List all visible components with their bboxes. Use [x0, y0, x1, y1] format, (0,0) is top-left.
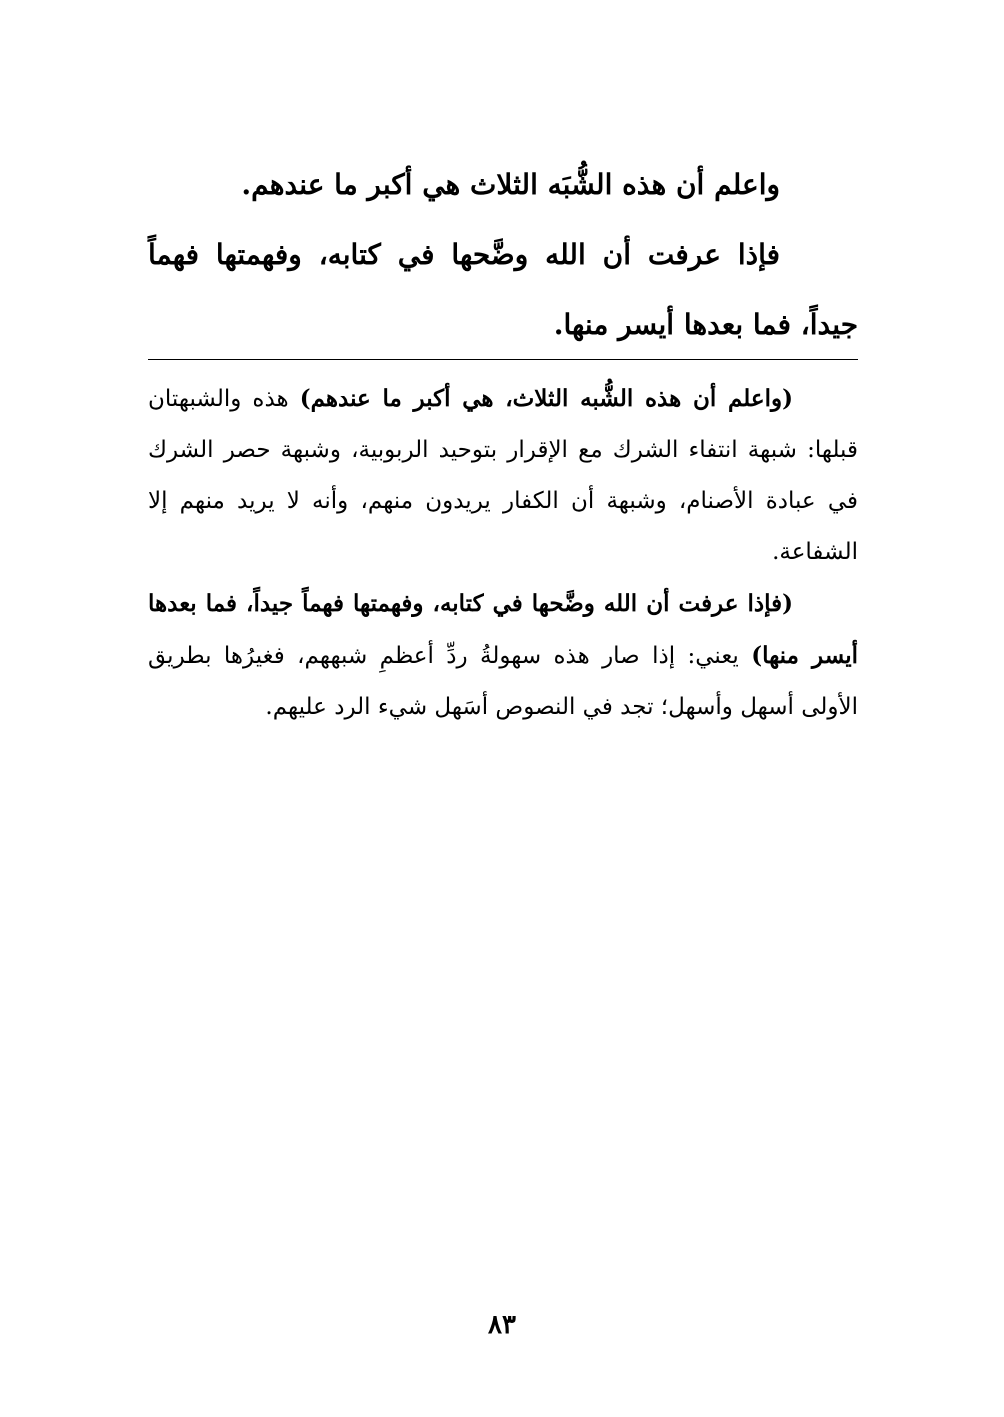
commentary-body-2: يعني: إذا صار هذه سهولةُ ردِّ أعظمِ شبههم، فغيرُها بطريق الأولى أسهل وأسهل؛ تجد في النصوص أسَهل شيء الرد عليهم.	[148, 643, 858, 720]
commentary-paragraph-1	[148, 373, 858, 578]
page-number: ٨٣	[488, 1310, 516, 1340]
commentary-paragraph-1-text	[148, 373, 858, 578]
commentary-paragraph-2-text	[148, 578, 858, 733]
main-text-paragraph-2	[148, 220, 858, 360]
commentary-paragraph-2	[148, 578, 858, 733]
commentary-quote-2: (فإذا عرفت أن الله وضَّحها في كتابه، وفهمتها فهماً جيداً، فما بعدها أيسر منها)	[148, 590, 858, 669]
commentary-quote-1: (واعلم أن هذه الشُّبه الثلاث، هي أكبر ما عندهم)	[299, 385, 793, 412]
commentary-body-1: هذه والشبهتان قبلها: شبهة انتفاء الشرك مع الإقرار بتوحيد الربوبية، وشبهة حصر الشرك في عبادة الأصنام، وشبهة أن الكفار يريدون منهم، وأنه لا يريد منهم إلا الشفاعة.	[148, 386, 858, 565]
main-text-sentence-1: واعلم أن هذه الشُّبَه الثلاث هي أكبر ما عندهم.	[241, 168, 780, 201]
separator-line	[148, 359, 858, 360]
main-text-line-1	[148, 150, 858, 220]
main-text-sentence-2: فإذا عرفت أن الله وضَّحها في كتابه، وفهمتها فهماً جيداً، فما بعدها أيسر منها.	[148, 238, 858, 341]
